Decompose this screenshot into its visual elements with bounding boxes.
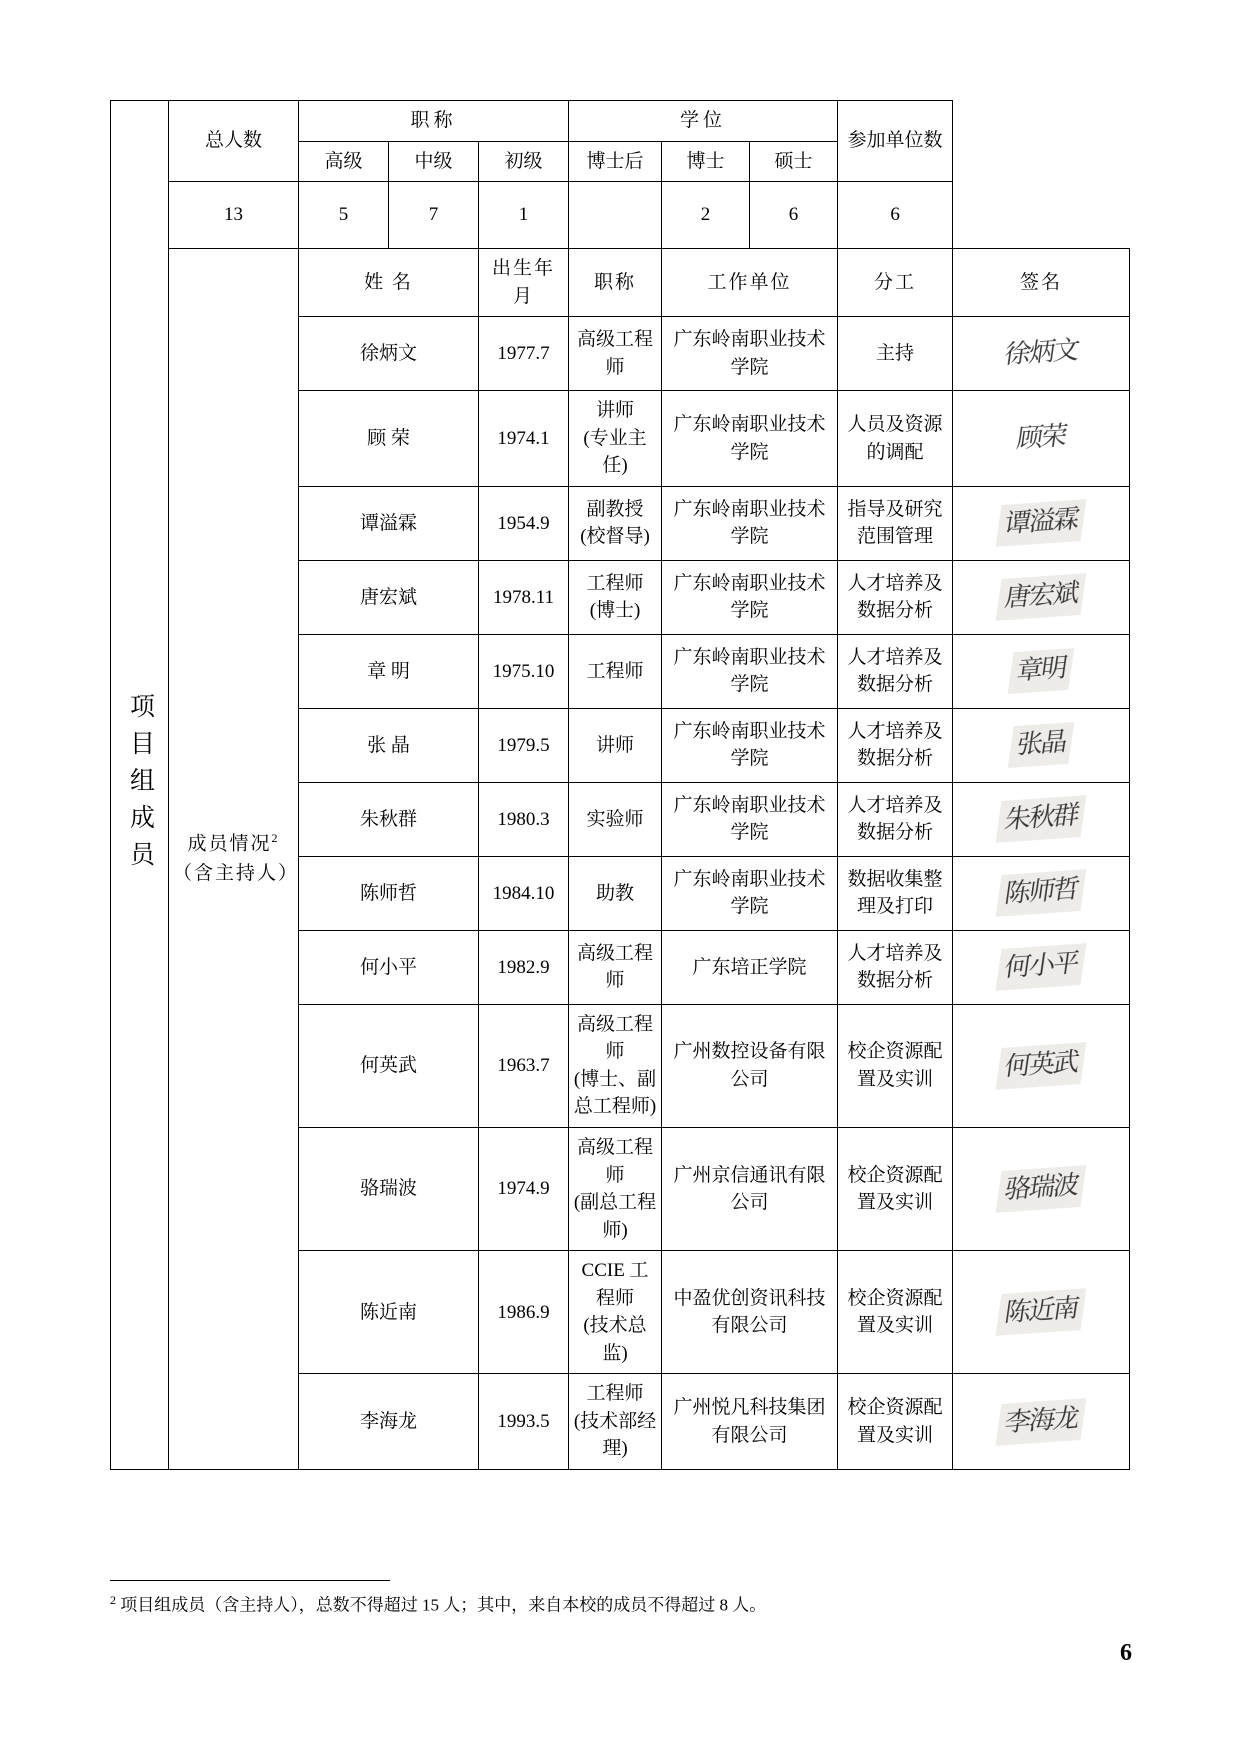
member-title-sub: (技术部经理) (573, 1410, 657, 1460)
header-degree-doctor: 博士 (662, 141, 750, 182)
header-title-group: 职称 (299, 101, 569, 142)
member-title (569, 930, 662, 1004)
member-title-main: 工程师 (586, 660, 644, 682)
member-title-main: 副教授 (586, 498, 644, 520)
member-title-main: CCIE 工程师 (581, 1260, 649, 1309)
member-title-main: 高级工程师 (577, 1137, 654, 1186)
member-birth: 1975.10 (479, 634, 569, 708)
member-duty: 人才培养及数据分析 (838, 782, 953, 856)
member-duty: 人才培养及数据分析 (838, 930, 953, 1004)
member-title-main: 工程师 (586, 1383, 644, 1405)
member-duty: 校企资源配置及实训 (838, 1251, 953, 1374)
member-name: 李海龙 (299, 1374, 479, 1470)
member-birth: 1978.11 (479, 560, 569, 634)
member-name: 陈近南 (299, 1251, 479, 1374)
value-degree-master: 6 (750, 182, 838, 249)
member-signature (953, 634, 1130, 708)
member-info-label-line1: 成员情况 (187, 832, 272, 854)
member-title-sub: (技术总监) (583, 1315, 647, 1364)
member-unit: 广东岭南职业技术学院 (662, 856, 838, 930)
member-unit: 广州京信通讯有限公司 (662, 1128, 838, 1251)
header-title-junior: 初级 (479, 141, 569, 182)
member-signature (953, 1374, 1130, 1470)
project-members-table (110, 100, 1130, 1470)
member-unit: 广东岭南职业技术学院 (662, 486, 838, 560)
member-signature (953, 1004, 1130, 1127)
table-row (111, 182, 1130, 249)
member-signature (953, 486, 1130, 560)
member-duty: 人才培养及数据分析 (838, 708, 953, 782)
member-unit: 广东岭南职业技术学院 (662, 560, 838, 634)
member-title-main: 高级工程师 (577, 1013, 654, 1063)
header-participating-units: 参加单位数 (838, 101, 953, 182)
member-title (569, 708, 662, 782)
member-unit: 广东岭南职业技术学院 (662, 708, 838, 782)
member-unit: 广东岭南职业技术学院 (662, 317, 838, 391)
member-duty: 人员及资源的调配 (838, 391, 953, 487)
member-unit: 广东培正学院 (662, 930, 838, 1004)
member-title (569, 782, 662, 856)
header-member-title: 职称 (569, 249, 662, 317)
signature-mark: 骆瑞波 (996, 1165, 1087, 1212)
left-vertical-label (111, 101, 169, 1470)
member-unit: 中盈优创资讯科技有限公司 (662, 1251, 838, 1374)
member-birth: 1986.9 (479, 1251, 569, 1374)
member-title-sub: (校督导) (580, 526, 650, 548)
signature-mark: 朱秋群 (996, 796, 1087, 843)
member-duty: 指导及研究范围管理 (838, 486, 953, 560)
member-name: 张 晶 (299, 708, 479, 782)
member-signature (953, 782, 1130, 856)
member-signature (953, 560, 1130, 634)
member-info-label (169, 249, 299, 1470)
member-title (569, 634, 662, 708)
header-degree-group: 学位 (569, 101, 838, 142)
member-birth: 1984.10 (479, 856, 569, 930)
member-title (569, 391, 662, 487)
footnote-text (110, 1591, 1130, 1619)
member-title (569, 1004, 662, 1127)
member-title-main: 讲师 (596, 400, 635, 422)
member-title-sub: (博士、副总工程师) (573, 1068, 657, 1118)
member-title-main: 讲师 (596, 734, 635, 756)
signature-mark: 唐宏斌 (996, 574, 1087, 621)
member-title (569, 1374, 662, 1470)
member-birth: 1977.7 (479, 317, 569, 391)
member-title-main: 实验师 (586, 808, 644, 830)
member-title-sub: (专业主任) (583, 427, 647, 477)
member-name: 朱秋群 (299, 782, 479, 856)
value-total-people: 13 (169, 182, 299, 249)
member-signature (953, 1251, 1130, 1374)
member-unit: 广东岭南职业技术学院 (662, 634, 838, 708)
signature-mark: 顾荣 (1014, 421, 1068, 455)
member-title-main: 高级工程师 (577, 942, 654, 992)
member-birth: 1980.3 (479, 782, 569, 856)
signature-mark: 何英武 (996, 1042, 1087, 1089)
member-name: 何英武 (299, 1004, 479, 1127)
member-name: 何小平 (299, 930, 479, 1004)
signature-mark: 陈近南 (996, 1289, 1087, 1336)
header-member-unit: 工作单位 (662, 249, 838, 317)
header-degree-master: 硕士 (750, 141, 838, 182)
member-unit: 广东岭南职业技术学院 (662, 782, 838, 856)
member-duty: 主持 (838, 317, 953, 391)
value-participating-units: 6 (838, 182, 953, 249)
member-title-sub: (博士) (589, 600, 641, 622)
member-signature (953, 1128, 1130, 1251)
member-info-label-sup: 2 (271, 830, 280, 845)
member-birth: 1954.9 (479, 486, 569, 560)
value-title-junior: 1 (479, 182, 569, 249)
header-title-senior: 高级 (299, 141, 389, 182)
member-signature (953, 856, 1130, 930)
value-degree-doctor: 2 (662, 182, 750, 249)
signature-mark: 张晶 (1008, 722, 1075, 768)
signature-mark: 章明 (1008, 648, 1075, 694)
member-unit: 广东岭南职业技术学院 (662, 391, 838, 487)
member-title (569, 486, 662, 560)
page-number: 6 (1120, 1640, 1132, 1666)
header-member-name: 姓 名 (299, 249, 479, 317)
member-unit: 广州悦凡科技集团有限公司 (662, 1374, 838, 1470)
table-row (111, 249, 1130, 317)
header-total-people: 总人数 (169, 101, 299, 182)
member-name: 谭溢霖 (299, 486, 479, 560)
member-name: 徐炳文 (299, 317, 479, 391)
member-birth: 1963.7 (479, 1004, 569, 1127)
member-info-label-line2: （含主持人） (173, 863, 300, 885)
member-title (569, 1128, 662, 1251)
member-name: 陈师哲 (299, 856, 479, 930)
member-birth: 1982.9 (479, 930, 569, 1004)
header-member-birth: 出生年月 (479, 249, 569, 317)
footnote-body: 项目组成员（含主持人），总数不得超过 15 人；其中，来自本校的成员不得超过 8 人。 (120, 1595, 767, 1615)
member-signature (953, 930, 1130, 1004)
member-name: 骆瑞波 (299, 1128, 479, 1251)
header-member-signature: 签名 (953, 249, 1130, 317)
member-title-sub: (副总工程师) (573, 1192, 657, 1241)
footnote-marker: 2 (110, 1593, 116, 1607)
member-title (569, 560, 662, 634)
member-title (569, 317, 662, 391)
header-member-duty: 分工 (838, 249, 953, 317)
header-degree-postdoc: 博士后 (569, 141, 662, 182)
member-duty: 人才培养及数据分析 (838, 634, 953, 708)
member-title-main: 工程师 (586, 572, 644, 594)
member-birth: 1974.1 (479, 391, 569, 487)
footnote-area (110, 1580, 1130, 1619)
signature-mark: 谭溢霖 (996, 500, 1087, 547)
header-title-middle: 中级 (389, 141, 479, 182)
signature-mark: 何小平 (996, 944, 1087, 991)
member-signature (953, 391, 1130, 487)
member-birth: 1979.5 (479, 708, 569, 782)
member-title-main: 助教 (596, 882, 635, 904)
member-birth: 1993.5 (479, 1374, 569, 1470)
table-row (111, 101, 1130, 142)
member-duty: 人才培养及数据分析 (838, 560, 953, 634)
member-duty: 校企资源配置及实训 (838, 1004, 953, 1127)
signature-mark: 徐炳文 (1002, 335, 1080, 371)
member-duty: 数据收集整理及打印 (838, 856, 953, 930)
member-title (569, 1251, 662, 1374)
member-title (569, 856, 662, 930)
member-name: 唐宏斌 (299, 560, 479, 634)
member-signature (953, 317, 1130, 391)
member-unit: 广州数控设备有限公司 (662, 1004, 838, 1127)
member-title-main: 高级工程师 (577, 329, 654, 378)
member-signature (953, 708, 1130, 782)
member-name: 章 明 (299, 634, 479, 708)
value-title-senior: 5 (299, 182, 389, 249)
member-duty: 校企资源配置及实训 (838, 1128, 953, 1251)
left-vertical-label-text: 项目组成员 (126, 692, 154, 878)
value-title-middle: 7 (389, 182, 479, 249)
signature-mark: 李海龙 (996, 1398, 1087, 1445)
member-duty: 校企资源配置及实训 (838, 1374, 953, 1470)
value-degree-postdoc (569, 182, 662, 249)
member-birth: 1974.9 (479, 1128, 569, 1251)
member-name: 顾 荣 (299, 391, 479, 487)
footnote-divider (110, 1580, 390, 1581)
signature-mark: 陈师哲 (996, 870, 1087, 917)
